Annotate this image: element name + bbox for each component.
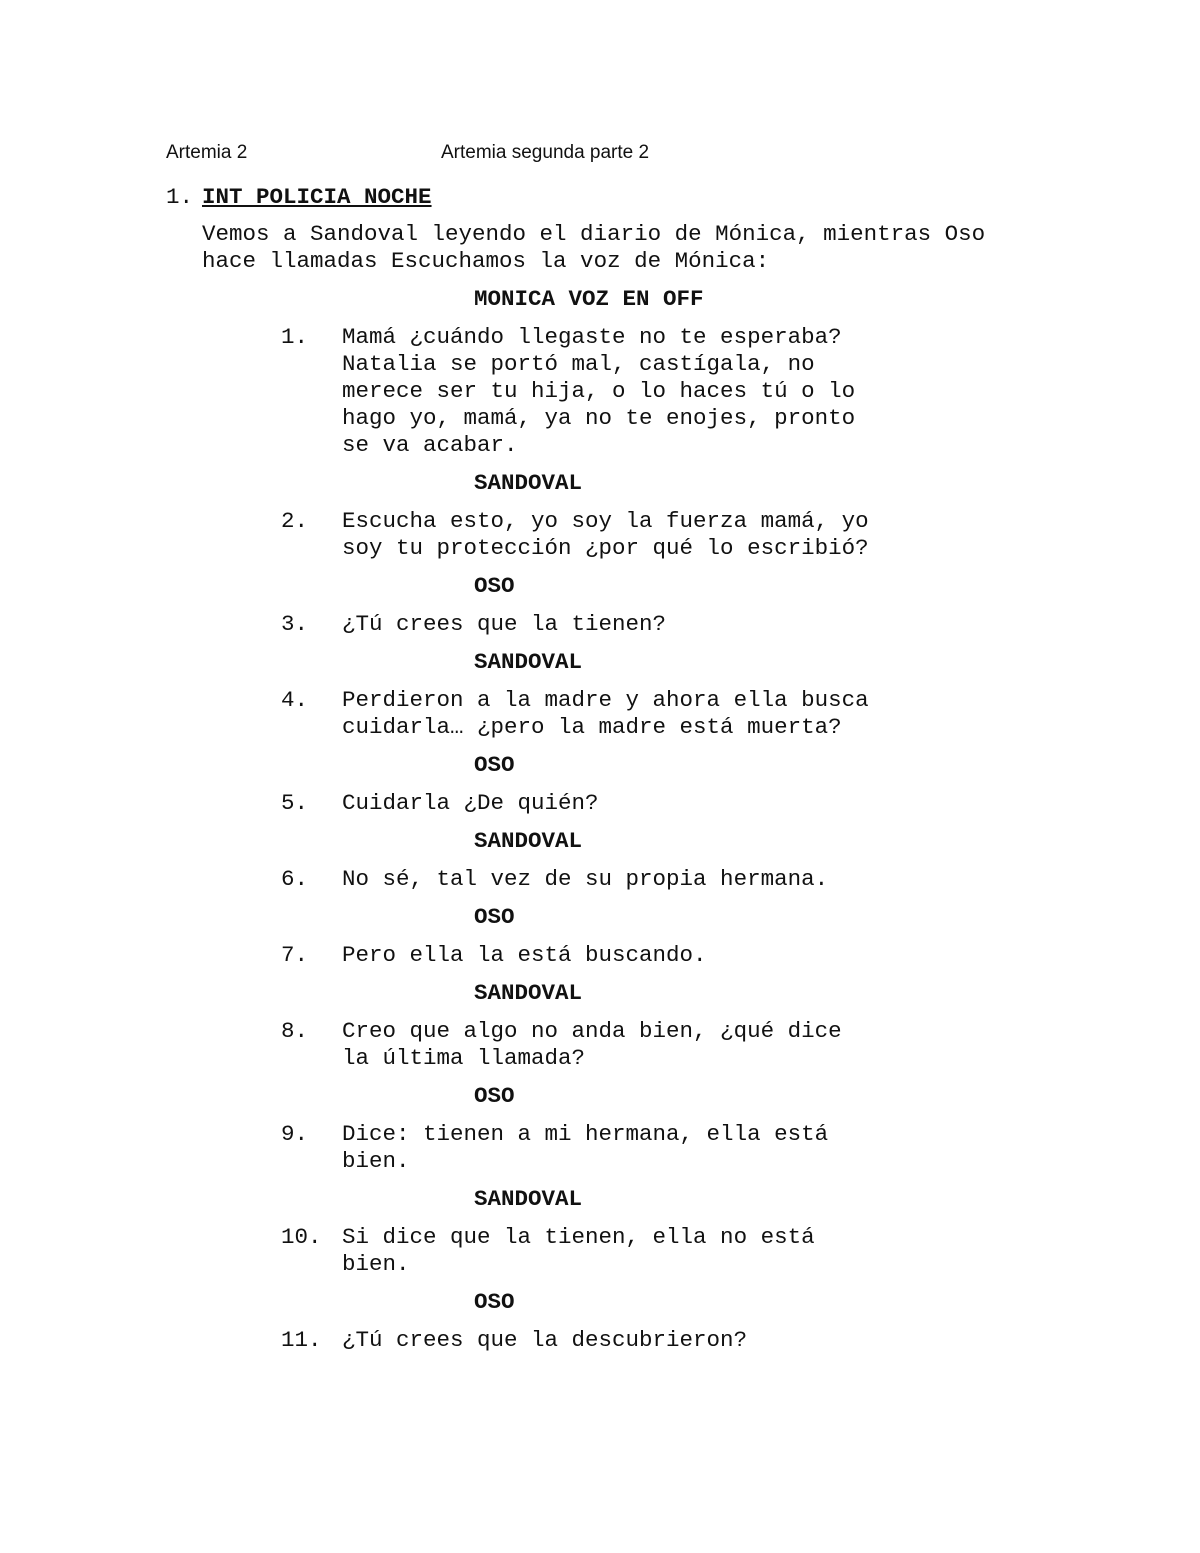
line-text: Si dice que la tienen, ella no está bien. xyxy=(342,1224,815,1277)
line-text: Mamá ¿cuándo llegaste no te esperaba? Natalia se portó mal, castígala, no merece ser tu hija, o lo haces tú o lo hago yo, mamá, ya no te enojes, pronto se va acabar. xyxy=(342,324,856,458)
line-number: 1. xyxy=(281,324,309,350)
scene-heading xyxy=(166,184,432,211)
line-number: 3. xyxy=(281,611,309,637)
line-number: 9. xyxy=(281,1121,309,1147)
line-text: Cuidarla ¿De quién? xyxy=(342,790,599,816)
character-cue: SANDOVAL xyxy=(474,649,583,675)
line-number: 5. xyxy=(281,790,309,816)
character-cue: OSO xyxy=(474,573,515,599)
scene-number: 1. xyxy=(166,184,194,210)
line-number: 7. xyxy=(281,942,309,968)
line-number: 11. xyxy=(281,1327,322,1353)
scene-title: INT POLICIA NOCHE xyxy=(202,184,432,210)
dialogue-line xyxy=(0,866,882,893)
character-cue: OSO xyxy=(474,1289,515,1315)
line-text: No sé, tal vez de su propia hermana. xyxy=(342,866,829,892)
character-cue: SANDOVAL xyxy=(474,980,583,1006)
line-text: ¿Tú crees que la descubrieron? xyxy=(342,1327,748,1353)
dialogue-line xyxy=(0,324,882,459)
dialogue-line xyxy=(0,790,882,817)
line-text: Creo que algo no anda bien, ¿qué dice la última llamada? xyxy=(342,1018,842,1071)
line-number: 8. xyxy=(281,1018,309,1044)
dialogue-line xyxy=(0,611,882,638)
line-text: Escucha esto, yo soy la fuerza mamá, yo soy tu protección ¿por qué lo escribió? xyxy=(342,508,869,561)
character-cue: SANDOVAL xyxy=(474,470,583,496)
character-cue: SANDOVAL xyxy=(474,1186,583,1212)
character-cue: OSO xyxy=(474,1083,515,1109)
action-text: Vemos a Sandoval leyendo el diario de Mónica, mientras Oso hace llamadas Escuchamos la voz de Mónica: xyxy=(202,221,986,274)
header-left: Artemia 2 xyxy=(166,142,248,163)
dialogue-line xyxy=(0,508,882,562)
dialogue-line xyxy=(0,687,882,741)
dialogue-list xyxy=(0,286,1200,1365)
dialogue-line xyxy=(0,1327,882,1354)
line-text: ¿Tú crees que la tienen? xyxy=(342,611,667,637)
line-number: 6. xyxy=(281,866,309,892)
line-number: 10. xyxy=(281,1224,322,1250)
dialogue-line xyxy=(0,1018,882,1072)
dialogue-line xyxy=(0,1224,882,1278)
character-cue: SANDOVAL xyxy=(474,828,583,854)
dialogue-line xyxy=(0,942,882,969)
character-cue: OSO xyxy=(474,904,515,930)
line-number: 2. xyxy=(281,508,309,534)
header-right: Artemia segunda parte 2 xyxy=(441,142,650,163)
line-text: Perdieron a la madre y ahora ella busca cuidarla… ¿pero la madre está muerta? xyxy=(342,687,869,740)
dialogue-line xyxy=(0,1121,882,1175)
character-cue: MONICA VOZ EN OFF xyxy=(474,286,704,312)
line-number: 4. xyxy=(281,687,309,713)
line-text: Pero ella la está buscando. xyxy=(342,942,707,968)
line-text: Dice: tienen a mi hermana, ella está bien. xyxy=(342,1121,829,1174)
character-cue: OSO xyxy=(474,752,515,778)
